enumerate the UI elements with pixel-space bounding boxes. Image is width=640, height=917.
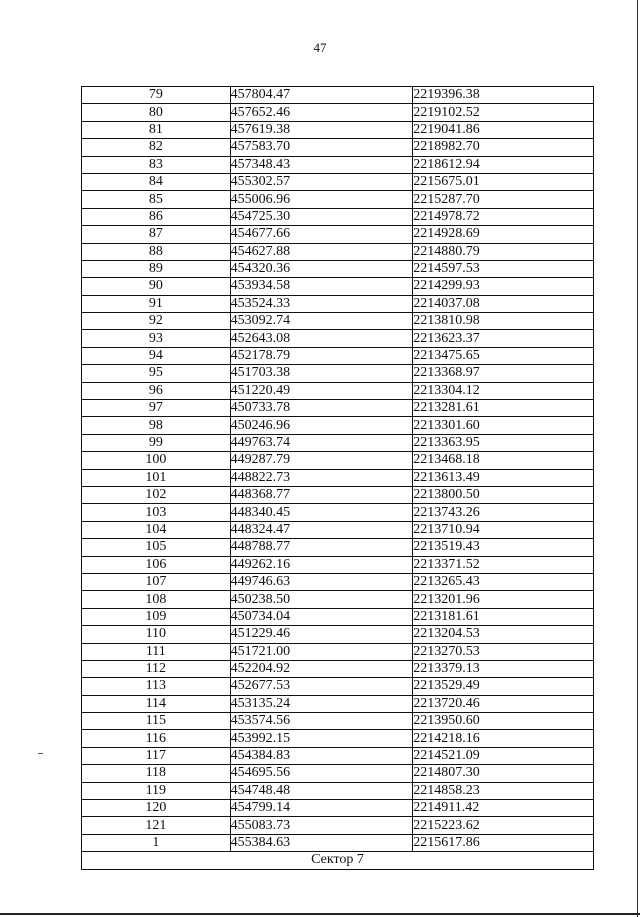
point-number-cell: 102 — [82, 486, 231, 503]
y-coordinate-cell: 2213475.65 — [413, 347, 594, 364]
point-number-cell: 108 — [82, 591, 231, 608]
table-row — [82, 834, 594, 851]
point-number-cell: 117 — [82, 747, 231, 764]
point-number-cell: 88 — [82, 243, 231, 260]
table-row — [82, 417, 594, 434]
point-number-cell: 84 — [82, 173, 231, 190]
point-number-cell: 93 — [82, 330, 231, 347]
y-coordinate-cell: 2213743.26 — [413, 504, 594, 521]
x-coordinate-cell: 454320.36 — [230, 260, 413, 277]
point-number-cell: 80 — [82, 104, 231, 121]
point-number-cell: 105 — [82, 539, 231, 556]
y-coordinate-cell: 2213181.61 — [413, 608, 594, 625]
x-coordinate-cell: 452178.79 — [230, 347, 413, 364]
y-coordinate-cell: 2214807.30 — [413, 765, 594, 782]
table-row — [82, 608, 594, 625]
point-number-cell: 107 — [82, 573, 231, 590]
point-number-cell: 99 — [82, 434, 231, 451]
y-coordinate-cell: 2214911.42 — [413, 800, 594, 817]
coordinates-table-body — [82, 87, 594, 852]
x-coordinate-cell: 455083.73 — [230, 817, 413, 834]
y-coordinate-cell: 2218612.94 — [413, 156, 594, 173]
point-number-cell: 103 — [82, 504, 231, 521]
table-row — [82, 521, 594, 538]
table-row — [82, 313, 594, 330]
point-number-cell: 89 — [82, 260, 231, 277]
table-row — [82, 295, 594, 312]
y-coordinate-cell: 2214521.09 — [413, 747, 594, 764]
point-number-cell: 97 — [82, 400, 231, 417]
table-row — [82, 678, 594, 695]
x-coordinate-cell: 450733.78 — [230, 400, 413, 417]
y-coordinate-cell: 2215223.62 — [413, 817, 594, 834]
table-row — [82, 765, 594, 782]
x-coordinate-cell: 457804.47 — [230, 87, 413, 104]
x-coordinate-cell: 452643.08 — [230, 330, 413, 347]
y-coordinate-cell: 2214299.93 — [413, 278, 594, 295]
sector-label: Сектор 7 — [82, 852, 594, 869]
table-row — [82, 121, 594, 138]
point-number-cell: 96 — [82, 382, 231, 399]
table-row — [82, 260, 594, 277]
x-coordinate-cell: 453992.15 — [230, 730, 413, 747]
table-row — [82, 469, 594, 486]
point-number-cell: 116 — [82, 730, 231, 747]
table-row — [82, 382, 594, 399]
point-number-cell: 98 — [82, 417, 231, 434]
x-coordinate-cell: 450238.50 — [230, 591, 413, 608]
table-row — [82, 591, 594, 608]
point-number-cell: 90 — [82, 278, 231, 295]
y-coordinate-cell: 2214978.72 — [413, 208, 594, 225]
table-row — [82, 504, 594, 521]
table-row — [82, 278, 594, 295]
x-coordinate-cell: 451703.38 — [230, 365, 413, 382]
x-coordinate-cell: 448368.77 — [230, 486, 413, 503]
y-coordinate-cell: 2214880.79 — [413, 243, 594, 260]
x-coordinate-cell: 454725.30 — [230, 208, 413, 225]
y-coordinate-cell: 2213301.60 — [413, 417, 594, 434]
y-coordinate-cell: 2214928.69 — [413, 226, 594, 243]
x-coordinate-cell: 457348.43 — [230, 156, 413, 173]
x-coordinate-cell: 454748.48 — [230, 782, 413, 799]
y-coordinate-cell: 2213265.43 — [413, 573, 594, 590]
table-row — [82, 782, 594, 799]
point-number-cell: 120 — [82, 800, 231, 817]
point-number-cell: 83 — [82, 156, 231, 173]
table-row — [82, 365, 594, 382]
point-number-cell: 100 — [82, 452, 231, 469]
table-row — [82, 713, 594, 730]
x-coordinate-cell: 457583.70 — [230, 139, 413, 156]
x-coordinate-cell: 451721.00 — [230, 643, 413, 660]
x-coordinate-cell: 448324.47 — [230, 521, 413, 538]
x-coordinate-cell: 449287.79 — [230, 452, 413, 469]
y-coordinate-cell: 2215675.01 — [413, 173, 594, 190]
point-number-cell: 86 — [82, 208, 231, 225]
table-row — [82, 191, 594, 208]
table-row — [82, 486, 594, 503]
table-row — [82, 800, 594, 817]
point-number-cell: 85 — [82, 191, 231, 208]
y-coordinate-cell: 2213810.98 — [413, 313, 594, 330]
table-row — [82, 226, 594, 243]
table-row — [82, 573, 594, 590]
x-coordinate-cell: 449262.16 — [230, 556, 413, 573]
margin-mark — [38, 753, 43, 754]
point-number-cell: 95 — [82, 365, 231, 382]
y-coordinate-cell: 2213800.50 — [413, 486, 594, 503]
y-coordinate-cell: 2213371.52 — [413, 556, 594, 573]
y-coordinate-cell: 2213281.61 — [413, 400, 594, 417]
point-number-cell: 1 — [82, 834, 231, 851]
table-row — [82, 643, 594, 660]
point-number-cell: 110 — [82, 626, 231, 643]
table-row — [82, 626, 594, 643]
y-coordinate-cell: 2213270.53 — [413, 643, 594, 660]
y-coordinate-cell: 2213468.18 — [413, 452, 594, 469]
y-coordinate-cell: 2213623.37 — [413, 330, 594, 347]
x-coordinate-cell: 454627.88 — [230, 243, 413, 260]
y-coordinate-cell: 2214037.08 — [413, 295, 594, 312]
table-row — [82, 208, 594, 225]
y-coordinate-cell: 2213363.95 — [413, 434, 594, 451]
coordinates-table — [81, 86, 594, 870]
point-number-cell: 111 — [82, 643, 231, 660]
y-coordinate-cell: 2214218.16 — [413, 730, 594, 747]
y-coordinate-cell: 2219396.38 — [413, 87, 594, 104]
y-coordinate-cell: 2218982.70 — [413, 139, 594, 156]
y-coordinate-cell: 2213529.49 — [413, 678, 594, 695]
y-coordinate-cell: 2215287.70 — [413, 191, 594, 208]
sector-row — [82, 852, 594, 869]
table-row — [82, 173, 594, 190]
y-coordinate-cell: 2213613.49 — [413, 469, 594, 486]
x-coordinate-cell: 454799.14 — [230, 800, 413, 817]
table-row — [82, 87, 594, 104]
x-coordinate-cell: 453135.24 — [230, 695, 413, 712]
y-coordinate-cell: 2213519.43 — [413, 539, 594, 556]
point-number-cell: 91 — [82, 295, 231, 312]
point-number-cell: 121 — [82, 817, 231, 834]
y-coordinate-cell: 2213304.12 — [413, 382, 594, 399]
table-row — [82, 660, 594, 677]
x-coordinate-cell: 454677.66 — [230, 226, 413, 243]
y-coordinate-cell: 2213950.60 — [413, 713, 594, 730]
table-row — [82, 556, 594, 573]
point-number-cell: 104 — [82, 521, 231, 538]
point-number-cell: 118 — [82, 765, 231, 782]
point-number-cell: 115 — [82, 713, 231, 730]
x-coordinate-cell: 449746.63 — [230, 573, 413, 590]
x-coordinate-cell: 448822.73 — [230, 469, 413, 486]
x-coordinate-cell: 457652.46 — [230, 104, 413, 121]
table-row — [82, 347, 594, 364]
point-number-cell: 114 — [82, 695, 231, 712]
y-coordinate-cell: 2215617.86 — [413, 834, 594, 851]
page-number: 47 — [313, 40, 327, 55]
table-row — [82, 400, 594, 417]
page-right-edge — [637, 0, 638, 917]
x-coordinate-cell: 451220.49 — [230, 382, 413, 399]
y-coordinate-cell: 2213368.97 — [413, 365, 594, 382]
page-bottom-edge — [0, 913, 640, 915]
x-coordinate-cell: 453934.58 — [230, 278, 413, 295]
table-row — [82, 730, 594, 747]
x-coordinate-cell: 453524.33 — [230, 295, 413, 312]
x-coordinate-cell: 455302.57 — [230, 173, 413, 190]
x-coordinate-cell: 454695.56 — [230, 765, 413, 782]
x-coordinate-cell: 455006.96 — [230, 191, 413, 208]
x-coordinate-cell: 448788.77 — [230, 539, 413, 556]
point-number-cell: 79 — [82, 87, 231, 104]
table-row — [82, 139, 594, 156]
y-coordinate-cell: 2213710.94 — [413, 521, 594, 538]
point-number-cell: 113 — [82, 678, 231, 695]
y-coordinate-cell: 2213379.13 — [413, 660, 594, 677]
table-row — [82, 539, 594, 556]
point-number-cell: 81 — [82, 121, 231, 138]
point-number-cell: 94 — [82, 347, 231, 364]
x-coordinate-cell: 455384.63 — [230, 834, 413, 851]
point-number-cell: 92 — [82, 313, 231, 330]
y-coordinate-cell: 2213204.53 — [413, 626, 594, 643]
table-row — [82, 434, 594, 451]
x-coordinate-cell: 457619.38 — [230, 121, 413, 138]
point-number-cell: 119 — [82, 782, 231, 799]
x-coordinate-cell: 454384.83 — [230, 747, 413, 764]
table-row — [82, 695, 594, 712]
y-coordinate-cell: 2213720.46 — [413, 695, 594, 712]
table-row — [82, 330, 594, 347]
x-coordinate-cell: 451229.46 — [230, 626, 413, 643]
point-number-cell: 87 — [82, 226, 231, 243]
table-row — [82, 156, 594, 173]
point-number-cell: 109 — [82, 608, 231, 625]
y-coordinate-cell: 2214597.53 — [413, 260, 594, 277]
x-coordinate-cell: 450734.04 — [230, 608, 413, 625]
y-coordinate-cell: 2219041.86 — [413, 121, 594, 138]
table-row — [82, 817, 594, 834]
table-row — [82, 452, 594, 469]
point-number-cell: 82 — [82, 139, 231, 156]
point-number-cell: 112 — [82, 660, 231, 677]
y-coordinate-cell: 2219102.52 — [413, 104, 594, 121]
table-row — [82, 747, 594, 764]
x-coordinate-cell: 452677.53 — [230, 678, 413, 695]
point-number-cell: 106 — [82, 556, 231, 573]
x-coordinate-cell: 449763.74 — [230, 434, 413, 451]
x-coordinate-cell: 453092.74 — [230, 313, 413, 330]
y-coordinate-cell: 2213201.96 — [413, 591, 594, 608]
table-row — [82, 104, 594, 121]
y-coordinate-cell: 2214858.23 — [413, 782, 594, 799]
x-coordinate-cell: 453574.56 — [230, 713, 413, 730]
x-coordinate-cell: 452204.92 — [230, 660, 413, 677]
x-coordinate-cell: 450246.96 — [230, 417, 413, 434]
point-number-cell: 101 — [82, 469, 231, 486]
x-coordinate-cell: 448340.45 — [230, 504, 413, 521]
table-row — [82, 243, 594, 260]
